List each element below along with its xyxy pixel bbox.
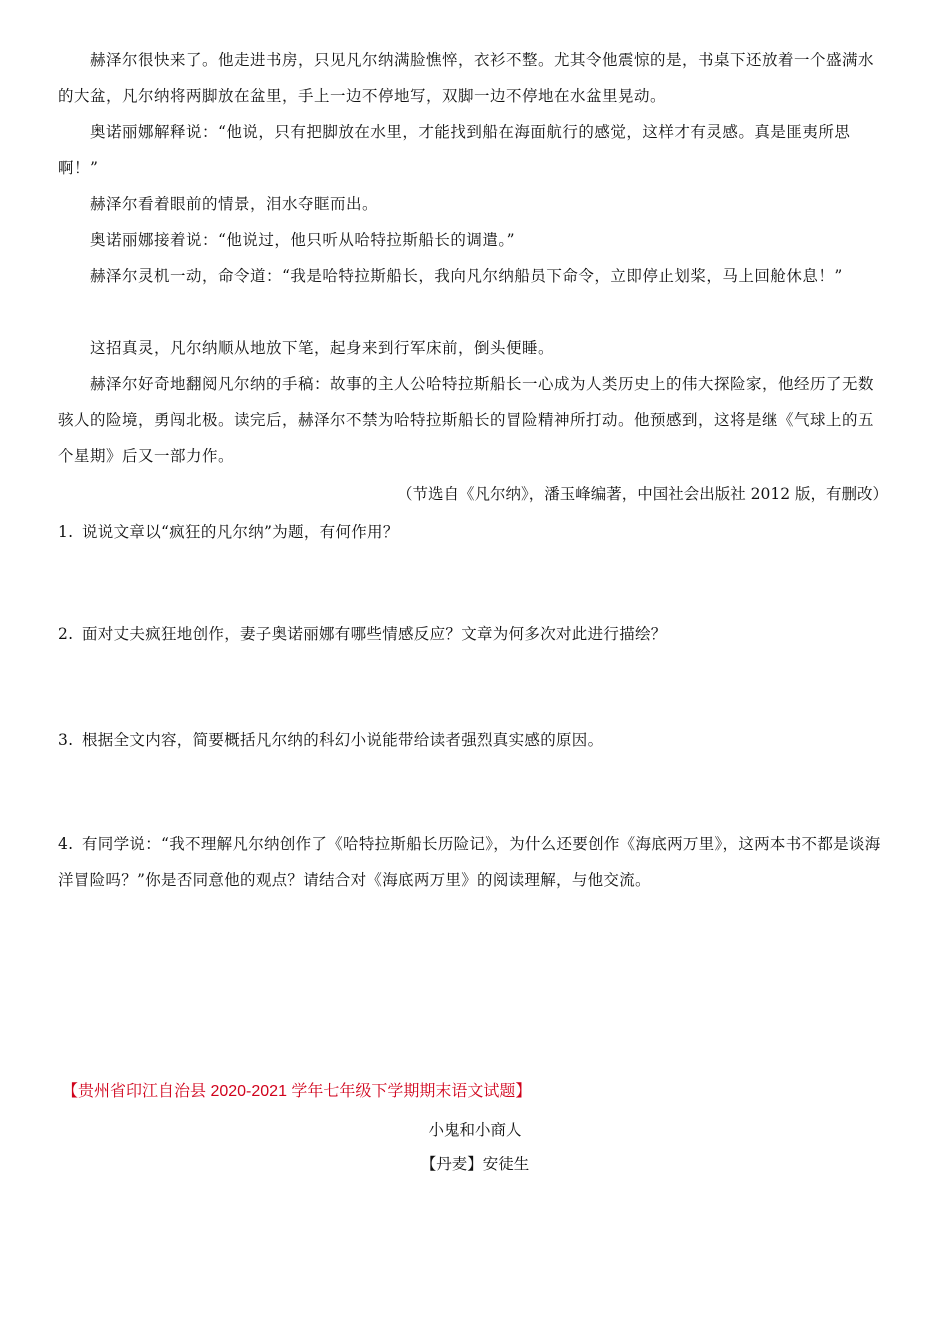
question-text: 说说文章以“疯狂的凡尔纳”为题，有何作用？ — [82, 523, 399, 541]
passage-paragraph: 赫泽尔看着眼前的情景，泪水夺眶而出。 — [90, 195, 379, 213]
story-author: 【丹麦】安徒生 — [420, 1155, 530, 1173]
question-2 — [58, 616, 888, 652]
question-text: 有同学说：“我不理解凡尔纳创作了《哈特拉斯船长历险记》，为什么还要创作《海底两万里》，这两本书不都是谈海洋冒险吗？”你是否同意他的观点？请结合对《海底两万里》的阅读理解，与他交流。 — [58, 835, 881, 889]
passage-paragraph: 赫泽尔灵机一动，命令道：“我是哈特拉斯船长，我向凡尔纳船员下命令，立即停止划桨，马上回舱休息！” — [90, 267, 843, 285]
question-number: 1. — [58, 523, 74, 541]
exam-source-heading: 【贵州省印江自治县 2020-2021 学年七年级下学期期末语文试题】 — [62, 1083, 532, 1100]
question-4 — [58, 826, 888, 898]
passage-paragraph: 这招真灵，凡尔纳顺从地放下笔，起身来到行军床前，倒头便睡。 — [90, 339, 555, 357]
question-number: 3. — [58, 731, 74, 749]
question-1 — [58, 514, 888, 550]
question-3 — [58, 722, 888, 758]
question-number: 4. — [58, 835, 74, 853]
passage-paragraph: 赫泽尔好奇地翻阅凡尔纳的手稿：故事的主人公哈特拉斯船长一心成为人类历史上的伟大探险家，他经历了无数骇人的险境，勇闯北极。读完后，赫泽尔不禁为哈特拉斯船长的冒险精神所打动。他预感到，这将是继《气球上的五个星期》后又一部力作。 — [58, 375, 875, 465]
story-title: 小鬼和小商人 — [428, 1121, 522, 1139]
passage-citation: （节选自《凡尔纳》，潘玉峰编著，中国社会出版社 2012 版，有删改） — [396, 485, 888, 503]
question-text: 面对丈夫疯狂地创作，妻子奥诺丽娜有哪些情感反应？文章为何多次对此进行描绘？ — [82, 625, 667, 643]
question-number: 2. — [58, 625, 74, 643]
question-text: 根据全文内容，简要概括凡尔纳的科幻小说能带给读者强烈真实感的原因。 — [82, 731, 604, 749]
passage-paragraph: 赫泽尔很快来了。他走进书房，只见凡尔纳满脸憔悴，衣衫不整。尤其令他震惊的是，书桌下还放着一个盛满水的大盆，凡尔纳将两脚放在盆里，手上一边不停地写，双脚一边不停地在水盆里晃动。 — [58, 51, 875, 105]
passage-paragraph: 奥诺丽娜解释说：“他说，只有把脚放在水里，才能找到船在海面航行的感觉，这样才有灵感。真是匪夷所思啊！” — [58, 123, 851, 177]
passage-paragraph: 奥诺丽娜接着说：“他说过，他只听从哈特拉斯船长的调遣。” — [90, 231, 516, 249]
